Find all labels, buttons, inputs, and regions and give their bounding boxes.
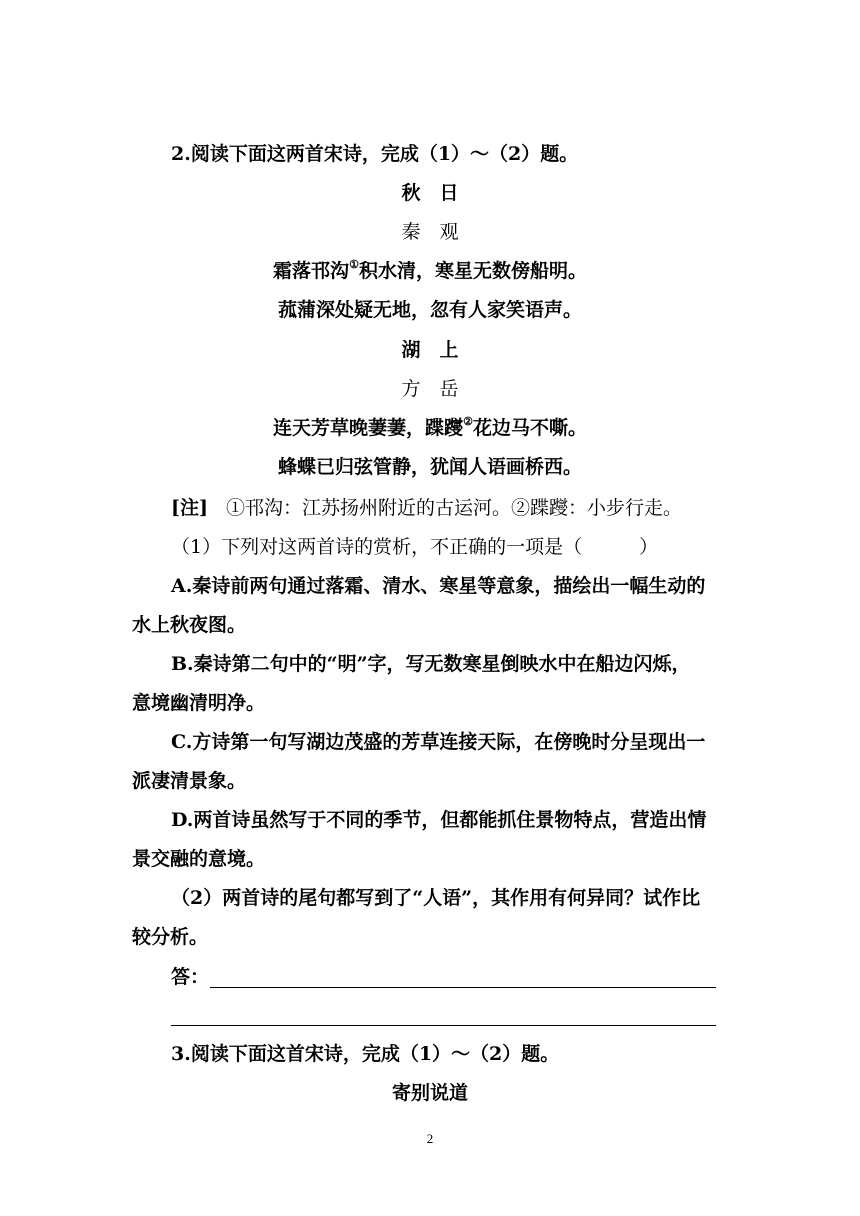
option-a-line-2: 水上秋夜图。 xyxy=(132,614,247,636)
page-number: 2 xyxy=(426,1131,434,1146)
option-b-line-2: 意境幽清明净。 xyxy=(132,692,266,714)
poem-2-title: 湖 上 xyxy=(401,339,459,361)
poem-1-line-2: 菰蒲深处疑无地，忽有人家笑语声。 xyxy=(277,299,582,321)
poem-1-author: 秦 观 xyxy=(401,221,459,243)
option-c-line-2: 派凄清景象。 xyxy=(132,770,247,792)
note-text: ①邗沟：江苏扬州附近的古运河。②蹀躞：小步行走。 xyxy=(225,497,682,519)
poem-2-line-1: 连天芳草晚萋萋，蹀躞②花边马不嘶。 xyxy=(273,415,587,439)
poem-3-title: 寄别说道 xyxy=(391,1082,468,1104)
option-d-line-2: 景交融的意境。 xyxy=(132,848,266,870)
poem-2-author: 方 岳 xyxy=(401,378,459,400)
answer-blank-line-1[interactable] xyxy=(210,987,716,988)
option-a-line-1: A.秦诗前两句通过落霜、清水、寒星等意象，描绘出一幅生动的 xyxy=(171,575,706,597)
poem-1-title: 秋 日 xyxy=(401,182,459,204)
note-label: [注] xyxy=(171,497,208,519)
answer-blank-line-2[interactable] xyxy=(171,1025,716,1026)
sub-question-2-line-1: （2）两首诗的尾句都写到了“人语”，其作用有何异同？试作比 xyxy=(171,887,701,909)
poem-2-line-2: 蜂蝶已归弦管静，犹闻人语画桥西。 xyxy=(277,456,582,478)
sub-question-2-line-2: 较分析。 xyxy=(132,926,209,948)
poem-1-line-1: 霜落邗沟①积水清，寒星无数傍船明。 xyxy=(273,258,587,282)
annotation-note xyxy=(171,496,682,520)
footnote-marker-1: ① xyxy=(349,258,359,271)
question-3-intro: 3.阅读下面这首宋诗，完成（1）～（2）题。 xyxy=(171,1043,560,1065)
question-2-intro: 2.阅读下面这两首宋诗，完成（1）～（2）题。 xyxy=(171,143,579,165)
answer-label: 答： xyxy=(171,966,210,988)
sub-question-1-stem: （1）下列对这两首诗的赏析，不正确的一项是（ ） xyxy=(171,536,659,558)
option-d-line-1: D.两首诗虽然写于不同的季节，但都能抓住景物特点，营造出情 xyxy=(171,809,707,831)
footnote-marker-2: ② xyxy=(463,415,473,428)
option-b-line-1: B.秦诗第二句中的“明”字，写无数寒星倒映水中在船边闪烁， xyxy=(171,653,691,675)
option-c-line-1: C.方诗第一句写湖边茂盛的芳草连接天际，在傍晚时分呈现出一 xyxy=(171,731,706,753)
